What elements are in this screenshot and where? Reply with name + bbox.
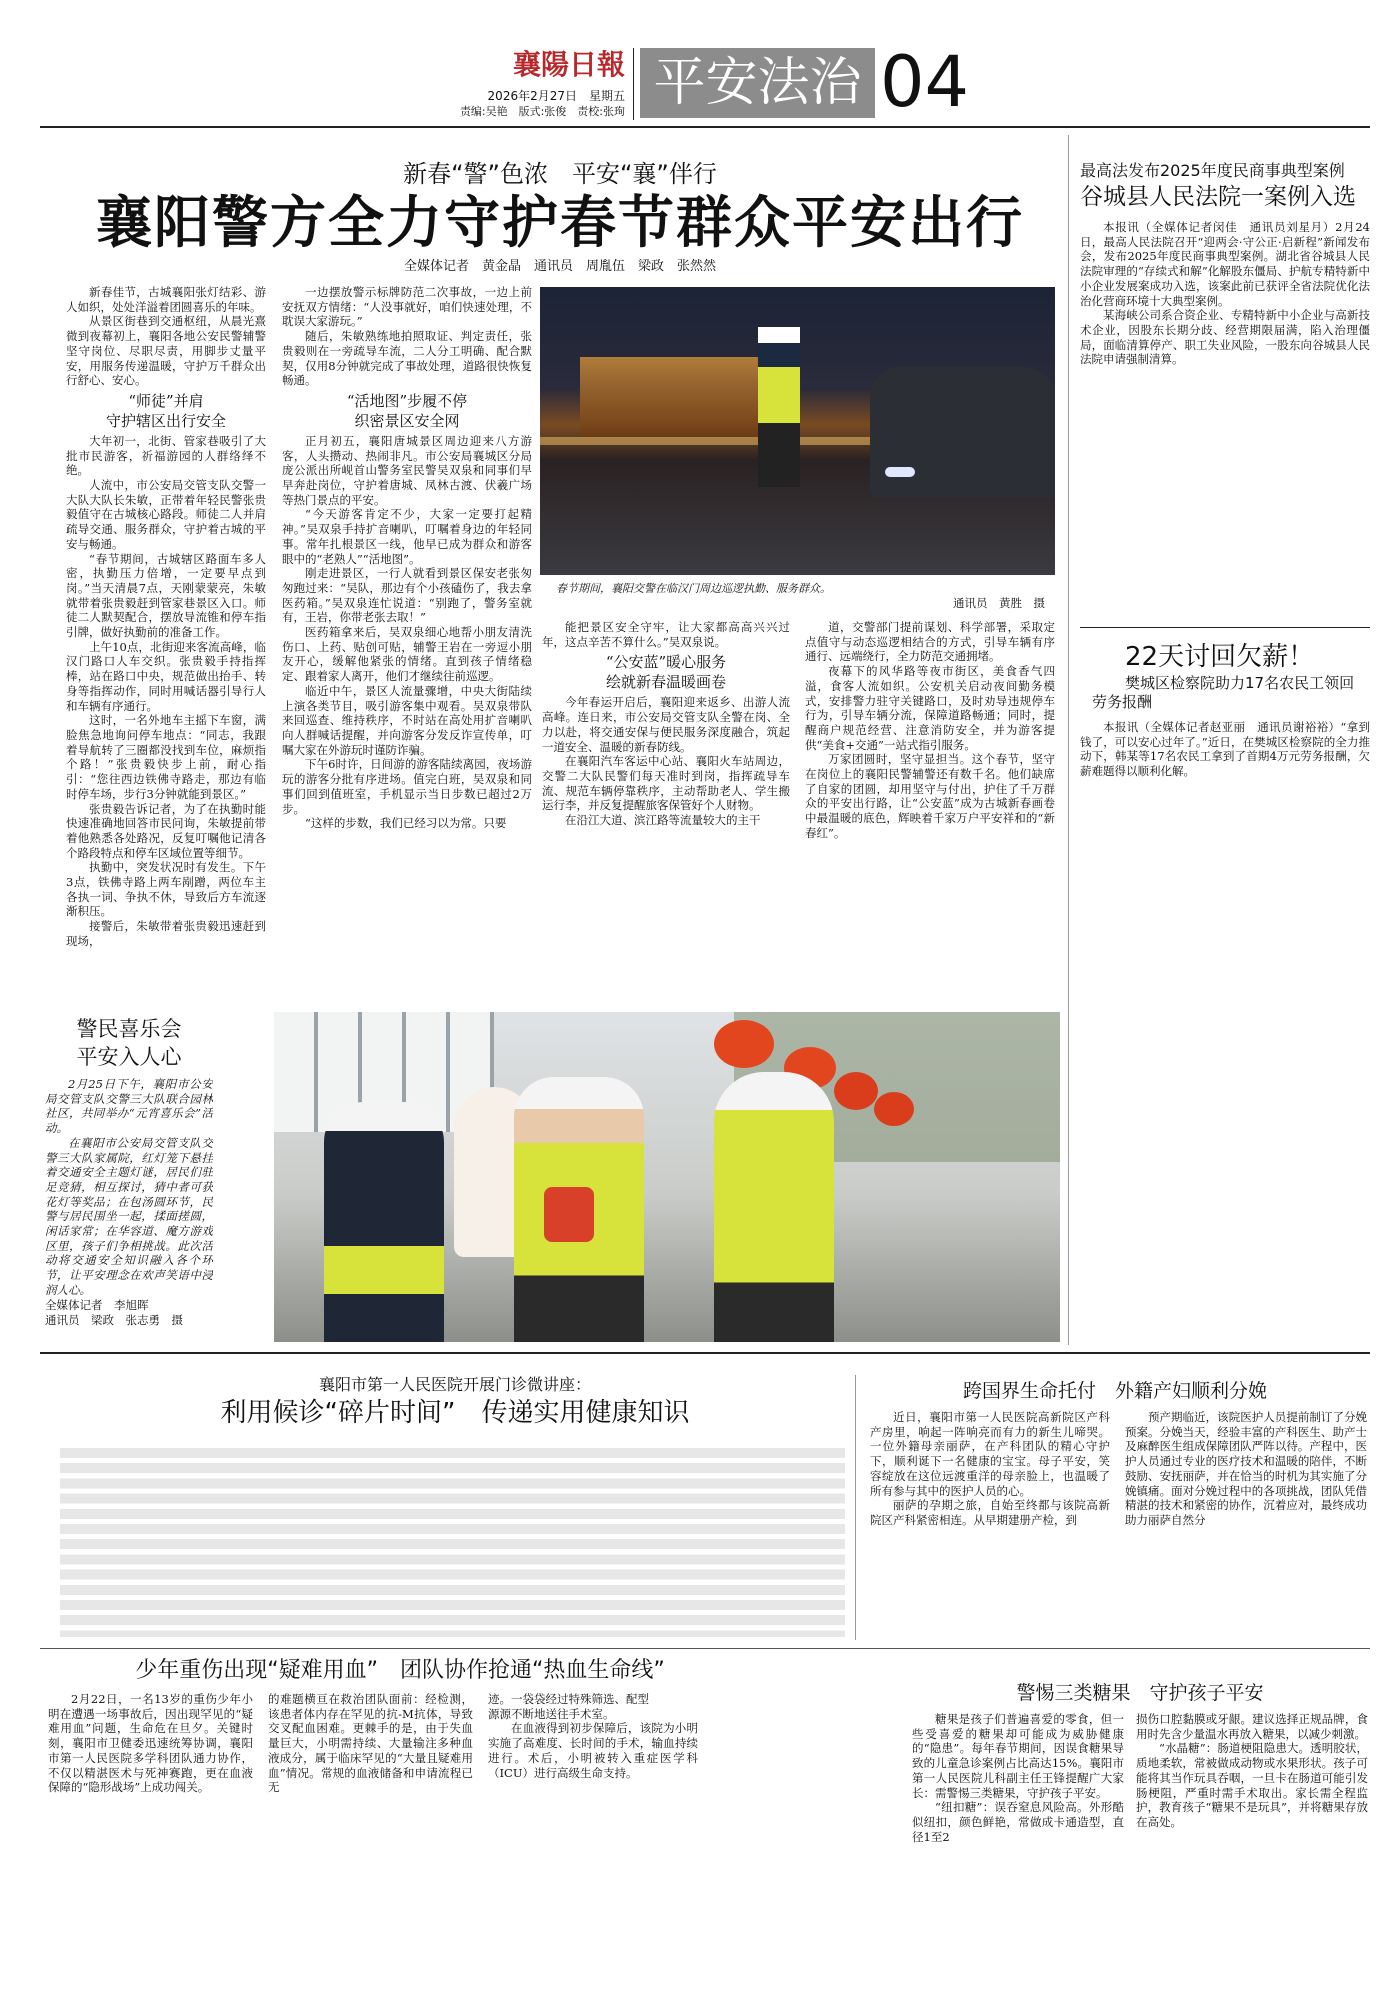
birth-headline: 跨国界生命托付 外籍产妇顺利分娩 — [962, 1380, 1267, 1402]
photo-caption: 春节期间，襄阳交警在临汉门周边巡逻执勤、服务群众。 — [556, 582, 831, 595]
masthead-logo: 襄陽日報 — [512, 48, 625, 81]
wage-article: 22天讨回欠薪！ 樊城区检察院助力17名农民工领回劳务报酬 本报讯（全媒体记者赵亚丽 通讯员谢裕裕）“拿到钱了，可以安心过年了。”近日，在樊城区检察院的全力推动下，韩某等17名农民工拿到了首期4万元劳务报酬，欠薪难题得以顺利化解。 — [1080, 642, 1370, 779]
sidebar-title-2: 平安入人心 — [76, 1045, 182, 1069]
blood-column-3: 迹。一袋袋经过特殊筛选、配型 源源不断地送往手术室。 在血液得到初步保障后，该院为小明实施了高难度、长时间的手术，输血持续进行。术后，小明被转入重症医学科（ICU）进行高级生命支持。 — [488, 1692, 698, 1780]
hospital-body-placeholder — [60, 1444, 845, 1637]
photo-credit: 通讯员 黄胜 摄 — [953, 596, 1045, 610]
section-title: 平安法治 — [640, 48, 875, 118]
wage-subheadline: 樊城区检察院助力17名农民工领回劳务报酬 — [1092, 674, 1355, 711]
court-article: 最高法发布2025年度民商事典型案例 谷城县人民法院一案例入选 本报讯（全媒体记者闵佳 通讯员刘星月）2月24日，最高人民法院召开“迎两会·守公正·启新程”新闻发布会，发布2025年度民商事典型案例。湖北省谷城县人民法院审理的“存续式和解”化解股东僵局、护航专精特新中小企业发展案成功入选，该案此前已获评全省法院优化法治化营商环境十大典型案例。 某海峡公司系合资企业、专精特新中小企业与高新技术企业，因股东长期分歧、经营期限届满，陷入治理僵局，面临清算停产、职工失业风险，一股东向谷城县人民法院申请强制清算。 — [1080, 161, 1370, 367]
main-column-1: 新春佳节，古城襄阳张灯结彩、游人如织，处处洋溢着团圆喜乐的年味。 从景区街巷到交通枢纽，从晨光熹微到夜幕初上，襄阳各地公安民警辅警坚守岗位、尽职尽责，用脚步丈量平安，用服务传递温暖，守护万千群众出行舒心、安心。 “师徒”并肩 守护辖区出行安全 大年初一，北街、管家巷吸引了大批市民游客，祈福游园的人群络绎不绝。 人流中，市公安局交管支队交警一大队大队长朱敏，正带着年轻民警张贵毅值守在古城核心路段。师徒二人并肩疏导交通、服务群众，守护着古城的平安与畅通。 “春节期间，古城辖区路面车多人密，执勤压力倍增，一定要早点到岗。”当天清晨7点，天刚蒙蒙亮，朱敏就带着张贵毅赶到管家巷景区入口。师徒二人默契配合，摆放导流锥和停车指引牌，做好执勤前的准备工作。 上午10点，北街迎来客流高峰，临汉门路口人车交织。张贵毅手持指挥棒，站在路口中央，规范做出抬手、转身等指挥动作，同时用喊话器引导行人和车辆有序通行。 这时，一名外地车主摇下车窗，满脸焦急地询问停车地点：“同志，我跟着导航转了三圈都没找到车位，麻烦指个路！”张贵毅快步上前，耐心指引：“您往西边铁佛寺路走，那边有临时停车场，步行3分钟就能到景区。” 张贵毅告诉记者，为了在执勤时能快速准确地回答市民问询，朱敏提前带着他熟悉各处路况，反复叮嘱他记清各个路段特点和停车区域位置等细节。 执勤中，突发状况时有发生。下午3点，铁佛寺路上两车剐蹭，两位车主各执一词、争执不休，导致后方车流逐渐积压。 接警后，朱敏带着张贵毅迅速赶到现场， — [66, 285, 266, 948]
page-number: 04 — [880, 41, 970, 123]
candy-headline: 警惕三类糖果 守护孩子平安 — [1016, 1682, 1264, 1704]
main-column-4: 道，交警部门提前谋划、科学部署，采取定点值守与动态巡逻相结合的方式，引导车辆有序通行、远端绕行，全力防范交通拥堵。 夜幕下的风华路等夜市街区，美食香气四溢，食客人流如织。公安机关启动夜间勤务模式，安排警力驻守关键路口，及时劝导违规停车行为，引导车辆分流，保障道路畅通；同时，提醒商户规范经营、注意消防安全，并为游客提供“美食+交通”一站式指引服务。 万家团圆时，坚守显担当。这个春节，坚守在岗位上的襄阳民警辅警还有数千名。他们缺席了自家的团圆，却用坚守与付出，护住了千万群众的平安出行路，让“公安蓝”成为古城新春画卷中最温暖的底色，辉映着千家万户平安祥和的“新春红”。 — [805, 620, 1055, 840]
main-headline: 襄阳警方全力守护春节群众平安出行 — [96, 191, 1024, 256]
masthead-editors: 责编:吴艳 版式:张俊 责校:张珣 — [459, 105, 625, 118]
main-headline-group — [60, 158, 1060, 276]
court-headline: 谷城县人民法院一案例入选 — [1080, 184, 1356, 210]
masthead-block — [400, 42, 625, 119]
blood-column-1: 2月22日，一名13岁的重伤少年小明在遭遇一场事故后，因出现罕见的“疑难用血”问题，生命危在旦夕。关键时刻，襄阳市卫健委迅速统筹协调，襄阳市第一人民医院多学科团队通力协作，不仅以精湛医术与死神赛跑，更在血液保障的“隐形战场”上成功闯关。 — [48, 1692, 253, 1795]
sidebar-credit-1: 全媒体记者 李旭晖 — [45, 1297, 149, 1312]
hospital-kicker: 襄阳市第一人民医院开展门诊微讲座： — [318, 1375, 591, 1394]
candy-column-1: 糖果是孩子们普遍喜爱的零食，但一些受喜爱的糖果却可能成为威胁健康的“隐患”。每年春节期间，因误食糖果导致的儿童急诊案例占比高达15%。襄阳市第一人民医院儿科副主任王锋提醒广大家长：需警惕三类糖果，守护孩子平安。 “纽扣糖”：误吞窒息风险高。外形酷似纽扣，颜色鲜艳，常做成卡通造型，直径1至2 — [912, 1712, 1124, 1844]
hospital-headline-group — [60, 1374, 850, 1430]
main-column-2: 一边摆放警示标牌防范二次事故，一边上前安抚双方情绪：“人没事就好，咱们快速处理，不耽误大家游玩。” 随后，朱敏熟练地拍照取证、判定责任，张贵毅则在一旁疏导车流，二人分工明确、配合默契，仅用8分钟就完成了事故处理，道路很快恢复畅通。 “活地图”步履不停 织密景区安全网 正月初五，襄阳唐城景区周边迎来八方游客，人头攒动、热闹非凡。市公安局襄城区分局庞公派出所岘首山警务室民警吴双泉和同事们早早奔赴岗位，守护着唐城、凤林古渡、伏羲广场等热门景点的平安。 “今天游客肯定不少，大家一定要打起精神。”吴双泉手持扩音喇叭，叮嘱着身边的年轻同事。常年扎根景区一线，他早已成为群众和游客眼中的“老熟人”“活地图”。 刚走进景区，一行人就看到景区保安老张匆匆跑过来：“吴队，那边有个小孩磕伤了，我去拿医药箱。”吴双泉连忙说道：“别跑了，警务室就有，王岩，你带老张去取！” 医药箱拿来后，吴双泉细心地帮小朋友清洗伤口、上药、贴创可贴，辅警王岩在一旁逗小朋友开心，缓解他紧张的情绪。直到孩子情绪稳定、跟着家人离开，他们才继续往前巡逻。 临近中午，景区人流量骤增，中央大街陆续上演各类节目，吸引游客集中观看。吴双泉带队来回巡查、维持秩序，不时站在高处用扩音喇叭向人群喊话提醒，并向游客分发反诈宣传单，叮嘱大家在外游玩时谨防诈骗。 下午6时许，日间游的游客陆续离园，夜场游玩的游客分批有序进场。值完白班，吴双泉和同事们回到值班室，手机显示当日步数已超过2万步。 “这样的步数，我们已经习以为常。只要 — [282, 285, 532, 831]
main-byline: 全媒体记者 黄金晶 通讯员 周胤伍 梁政 张然然 — [403, 259, 716, 274]
court-kicker: 最高法发布2025年度民商事典型案例 — [1080, 161, 1345, 180]
birth-column-1: 近日，襄阳市第一人民医院高新院区产科产房里，响起一阵响亮而有力的新生儿啼哭。一位外籍母亲丽萨，在产科团队的精心守护下，顺利诞下一名健康的宝宝。母子平安，笑容绽放在这位远渡重洋的母亲脸上，也温暖了所有参与其中的医护人员的心。 丽萨的孕期之旅，自始至终都与该院高新院区产科紧密相连。从早期建册产检，到 — [870, 1410, 1110, 1527]
sidebar-title-1: 警民喜乐会 — [76, 1017, 182, 1041]
candy-column-2: 损伤口腔黏膜或牙龈。建议选择正规品牌，食用时先含少量温水再放入糖果，以减少刺激。 “水晶糖”：肠道梗阻隐患大。透明胶状，质地柔软，常被做成动物或水果形状。孩子可能将其当作玩具吞咽，一旦卡在肠道可能引发肠梗阻，严重时需手术取出。家长需全程监护，教育孩子“糖果不是玩具”，并将糖果存放在高处。 — [1136, 1712, 1368, 1829]
masthead-date: 2026年2月27日 星期五 — [487, 89, 625, 103]
birth-column-2: 预产期临近，该院医护人员提前制订了分娩预案。分娩当天，经验丰富的产科医生、助产士及麻醉医生组成保障团队严阵以待。产程中，医护人员通过专业的医疗技术和温暖的陪伴，不断鼓励、安抚丽萨，并在恰当的时机为其实施了分娩镇痛。面对分娩过程中的各项挑战，团队凭借精湛的技术和紧密的协作，沉着应对，最终成功助力丽萨自然分 — [1125, 1410, 1367, 1527]
main-kicker: 新春“警”色浓 平安“襄”伴行 — [403, 160, 717, 188]
photo-caption-group — [556, 582, 1055, 611]
lantern-festival-photo — [274, 1012, 1060, 1342]
sidebar-credit-2: 通讯员 梁政 张志勇 摄 — [45, 1312, 183, 1327]
main-column-3: 能把景区安全守牢，让大家都高高兴兴过年，这点辛苦不算什么。”吴双泉说。 “公安蓝”暖心服务 绘就新春温暖画卷 今年春运开启后，襄阳迎来返乡、出游人流高峰。连日来，市公安局交管支队全警在岗、全力以赴，将交通安保与便民服务深度融合，筑起一道安全、温暖的新春防线。 在襄阳汽车客运中心站、襄阳火车站周边，交警二大队民警们每天准时到岗，指挥疏导车流、规范车辆停靠秩序，主动帮助老人、学生搬运行李，并反复提醒旅客保管好个人财物。 在沿江大道、滨江路等流量较大的主干 — [542, 620, 790, 828]
hospital-headline: 利用候诊“碎片时间” 传递实用健康知识 — [220, 1398, 690, 1428]
blood-headline: 少年重伤出现“疑难用血” 团队协作抢通“热血生命线” — [135, 1658, 665, 1683]
wage-headline: 22天讨回欠薪！ — [1125, 642, 1315, 672]
night-patrol-photo — [540, 287, 1055, 575]
blood-column-2: 的难题横亘在救治团队面前：经检测，该患者体内存在罕见的抗-M抗体，导致交叉配血困难。更棘手的是，由于失血量巨大，小明需持续、大量输注多种血液成分，属于临床罕见的“大量且疑难用血”情况。常规的血液储备和申请流程已无 — [268, 1692, 473, 1795]
sidebar: 警民喜乐会 平安入人心 2月25日下午，襄阳市公安局交管支队交警三大队联合园林社区，共同举办“元宵喜乐会”活动。 在襄阳市公安局交管支队交警三大队家属院，红灯笼下悬挂着交通安全主题灯谜，居民们驻足竞猜，相互探讨，猜中者可获花灯等奖品；在包汤圆环节，民警与居民围坐一起，揉面搓圆，闲话家常；在华容道、魔方游戏区里，孩子们争相挑战。此次活动将交通安全知识融入各个环节，让平安理念在欢声笑语中浸润人心。 全媒体记者 李旭晖 通讯员 梁政 张志勇 摄 — [45, 1017, 213, 1327]
